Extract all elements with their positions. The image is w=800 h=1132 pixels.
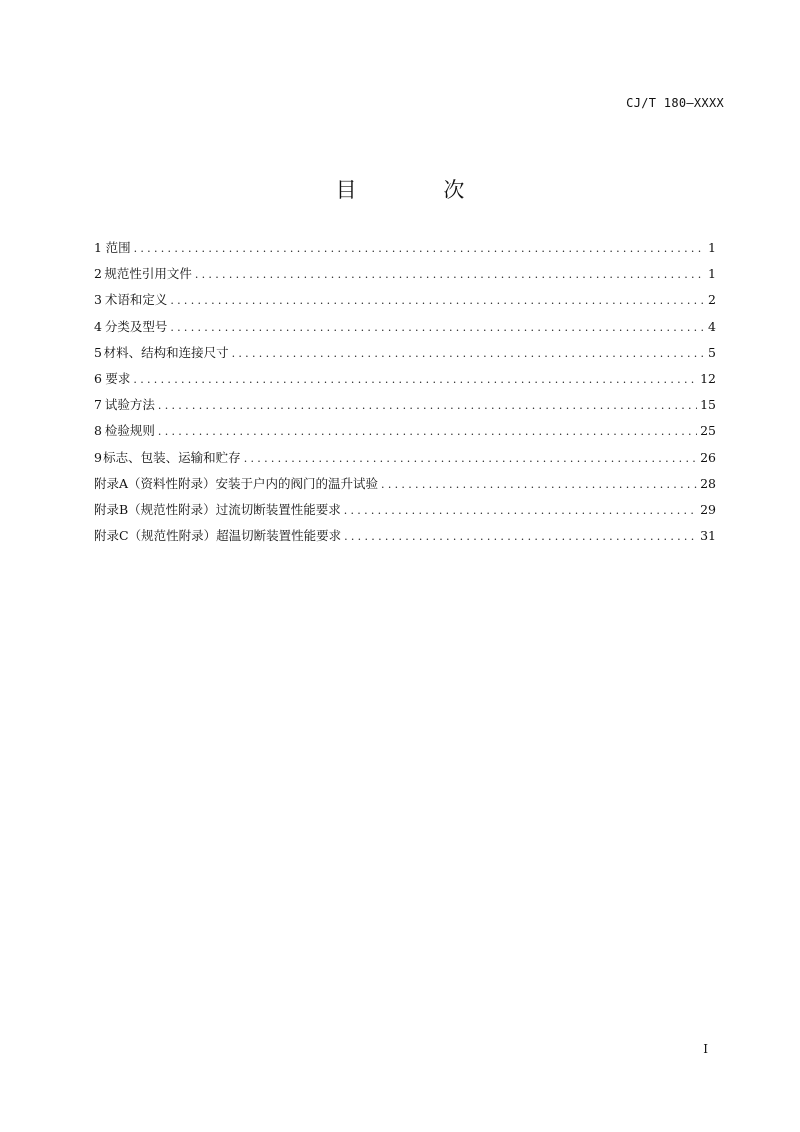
toc-leader-dots [244,452,697,465]
toc-entry-label: 要求 [105,370,131,386]
toc-entry-number: 7 [94,397,102,413]
toc-entry[interactable] [94,369,716,395]
toc-entry-page: 29 [700,501,716,517]
toc-entry-number: 9 [94,449,102,465]
document-code: CJ/T 180—XXXX [626,96,724,110]
toc-appendix-prefix: 附录C（规范性附录） [94,528,217,544]
toc-entry-page: 25 [700,423,716,439]
toc-entry-page: 4 [708,318,716,334]
toc-leader-dots [344,504,697,517]
toc-entry-number: 3 [94,292,102,308]
toc-entry-number: 8 [94,423,102,439]
toc-entry[interactable] [94,317,716,343]
toc-appendix-prefix: 附录B（规范性附录） [94,501,216,517]
toc-appendix-prefix: 附录A（资料性附录） [94,475,216,491]
toc-entry-page: 31 [700,528,716,544]
table-of-contents [94,238,716,552]
toc-leader-dots [133,373,697,386]
toc-entry-page: 1 [708,266,716,282]
toc-entry-label: 检验规则 [104,423,155,439]
toc-entry-label: 术语和定义 [104,292,168,308]
toc-entry-number: 5 [94,344,102,360]
toc-entry[interactable] [94,343,716,369]
toc-entry[interactable] [94,264,716,290]
toc-entry-number: 6 [94,370,102,386]
toc-entry-label: 分类及型号 [104,318,168,334]
toc-leader-dots [134,242,705,255]
toc-entry-page: 28 [700,475,716,491]
toc-entry-number: 1 [94,240,102,255]
toc-appendix-entry[interactable] [94,500,716,526]
toc-entry-number: 2 [94,266,102,282]
toc-entry-label: 材料、结构和连接尺寸 [103,344,229,360]
toc-leader-dots [170,321,705,334]
toc-leader-dots [195,268,705,281]
toc-entry-label: 规范性引用文件 [104,266,192,282]
page-number: I [703,1042,708,1056]
toc-entry-label: 标志、包装、运输和贮存 [103,449,241,465]
toc-entry[interactable] [94,421,716,447]
toc-leader-dots [170,294,705,307]
toc-entry-number: 4 [94,318,102,334]
toc-entry-page: 5 [708,344,716,360]
toc-title: 目 次 [335,178,505,202]
toc-entry-page: 1 [708,240,716,255]
toc-leader-dots [158,399,697,412]
toc-entry-page: 12 [700,370,716,386]
toc-entry-page: 2 [708,292,716,308]
toc-leader-dots [232,347,705,360]
toc-leader-dots [344,530,697,543]
toc-entry[interactable] [94,238,716,264]
toc-entry[interactable] [94,448,716,474]
toc-entry[interactable] [94,290,716,316]
toc-entry-label: 安装于户内的阀门的温升试验 [215,475,379,491]
toc-appendix-entry[interactable] [94,526,716,552]
toc-leader-dots [158,425,697,438]
toc-entry[interactable] [94,395,716,421]
toc-appendix-entry[interactable] [94,474,716,500]
toc-entry-page: 15 [700,397,716,413]
toc-entry-label: 范围 [105,240,131,255]
toc-entry-page: 26 [700,449,716,465]
toc-entry-label: 过流切断装置性能要求 [215,501,341,517]
toc-entry-label: 超温切断装置性能要求 [216,528,342,544]
toc-leader-dots [381,478,697,491]
toc-entry-label: 试验方法 [104,397,155,413]
